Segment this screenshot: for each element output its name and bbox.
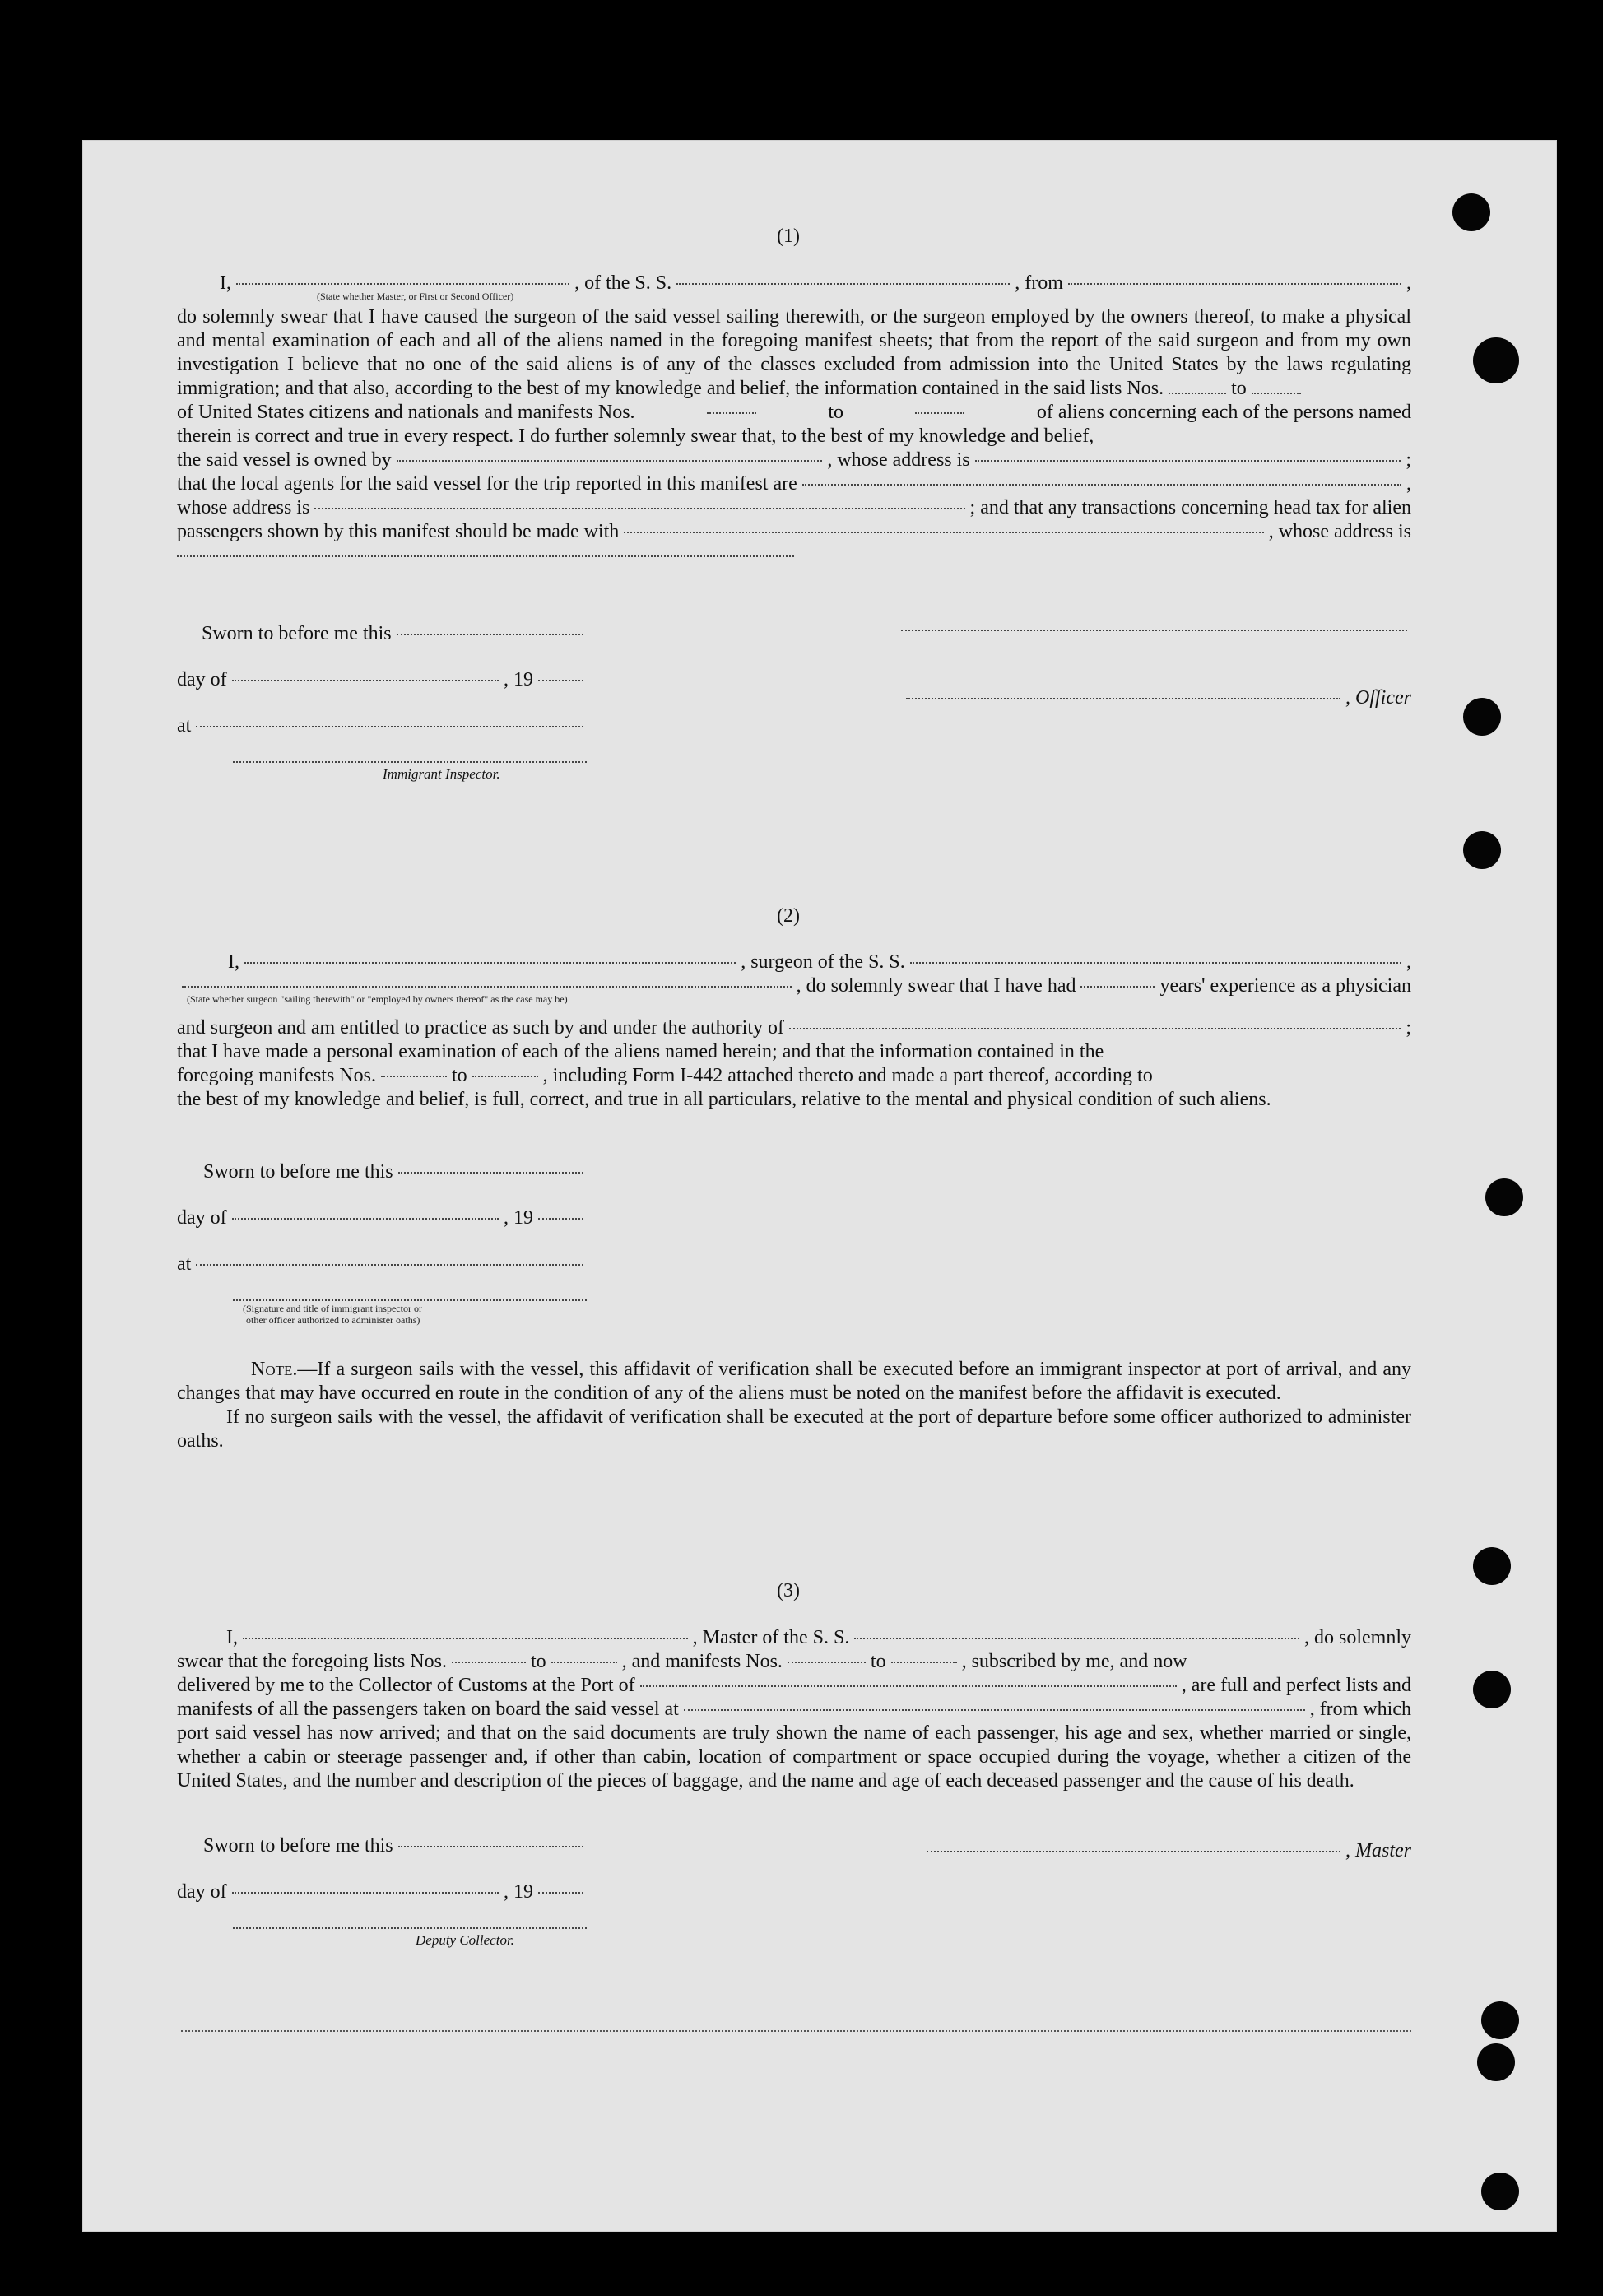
blank-head-tax-party <box>624 532 1263 533</box>
s1-agents <box>177 472 1411 496</box>
s3-solemnly: , do solemnly <box>1304 1627 1411 1648</box>
blank-surgeon-type <box>182 986 792 988</box>
blank-port <box>640 1685 1177 1687</box>
note-label: Note. <box>251 1359 298 1380</box>
s1-semicolon: ; <box>1406 449 1412 471</box>
s1-whose-address2: whose address is <box>177 497 310 518</box>
section-3-number: (3) <box>777 1580 800 1601</box>
s3-from-which: , from which <box>1309 1699 1411 1720</box>
blank-s2-place <box>196 1264 583 1266</box>
s3-manifests-all <box>177 1698 1411 1722</box>
s2-manifests <box>177 1064 1411 1088</box>
s1-day-of: day of <box>177 669 227 690</box>
section-1 <box>177 272 1411 557</box>
s2-note <box>177 1358 1411 1453</box>
s2-surgeon-of: , surgeon of the S. S. <box>741 951 905 973</box>
blank-surgeon-name <box>244 962 736 964</box>
blank-s2-to <box>472 1076 538 1077</box>
s1-agent-address <box>177 496 1411 520</box>
s1-sworn: Sworn to before me this <box>202 623 392 644</box>
officer-signature-line-1 <box>901 630 1407 631</box>
s3-collector-label: Deputy Collector. <box>416 1932 514 1948</box>
blank-s3-sworn <box>398 1846 583 1847</box>
section-2-number: (2) <box>777 905 800 927</box>
s1-at: at <box>177 715 192 737</box>
s1-of-ss: , of the S. S. <box>574 272 672 294</box>
s3-full: , are full and perfect lists and <box>1181 1675 1411 1696</box>
punch-hole <box>1473 1547 1511 1585</box>
s3-year: , 19 <box>504 1881 533 1903</box>
inspector-signature-line <box>233 761 587 763</box>
s1-to: to <box>1231 378 1247 399</box>
blank-s3-manifests-to <box>891 1662 957 1663</box>
collector-signature-line <box>233 1927 587 1929</box>
s1-agents-comma: , <box>1406 473 1411 495</box>
blank-manifest-from <box>707 412 756 414</box>
s2-authority <box>177 1016 1411 1040</box>
s2-signature-line <box>233 1299 587 1301</box>
s2-body1: that I have made a personal examination of each of the aliens named herein; and that the information contained in the <box>177 1041 1104 1062</box>
s1-citizens-a: of United States citizens and nationals and manifests Nos. <box>177 402 635 423</box>
s2-authority-text: and surgeon and am entitled to practice as such by and under the authority of <box>177 1017 784 1039</box>
s1-head-tax: ; and that any transactions concerning head tax for alien <box>969 497 1411 518</box>
blank-s2-vessel <box>910 962 1401 964</box>
s3-master-label: , Master <box>1345 1840 1411 1861</box>
section-1-number: (1) <box>777 225 800 247</box>
s1-body-text: do solemnly swear that I have caused the surgeon of the said vessel sailing therewith, or the surgeon employed by the owners thereof, to make a physical and mental examination of each and all of the aliens named in the foregoing manifest sheets; that from the report of the said surgeon and from my own investigation I believe that no one of the said aliens is of any of the classes excluded from admission into the United States by the laws regulating immigration; and that also, according to the best of my knowledge and belief, the information contained in the said lists Nos. <box>177 306 1411 399</box>
s2-comma: , <box>1406 951 1411 973</box>
punch-hole <box>1481 2173 1519 2210</box>
s3-manifests-all-text: manifests of all the passengers taken on board the said vessel at <box>177 1699 679 1720</box>
blank-s3-lists-from <box>452 1662 526 1663</box>
s3-master-block <box>922 1840 1411 1886</box>
s3-lists <box>177 1650 1411 1674</box>
s3-to2: to <box>870 1651 886 1672</box>
s1-whose-address3: , whose address is <box>1268 521 1411 542</box>
s1-owned <box>177 449 1411 472</box>
blank-lists-from <box>1169 393 1226 394</box>
blank-vessel <box>676 283 1010 285</box>
blank-year <box>538 680 583 681</box>
blank-s2-month <box>232 1218 499 1220</box>
s2-caption: (State whether surgeon "sailing therewith" or "employed by owners thereof" as the case may be) <box>187 993 568 1005</box>
blank-place <box>196 726 583 727</box>
s1-correct: therein is correct and true in every respect. I do further solemnly swear that, to the best of my knowledge and belief, <box>177 425 1094 447</box>
s1-owned-by: the said vessel is owned by <box>177 449 392 471</box>
s1-year: , 19 <box>504 669 533 690</box>
punch-hole <box>1485 1178 1523 1216</box>
punch-hole <box>1473 337 1519 383</box>
s1-citizens-c: of aliens concerning each of the persons named <box>1036 402 1411 423</box>
punch-hole <box>1477 2043 1515 2081</box>
s1-officer-label: , Officer <box>1345 687 1411 709</box>
s2-body2: the best of my knowledge and belief, is full, correct, and true in all particulars, relative to the mental and physical condition of such aliens. <box>177 1089 1271 1110</box>
punch-hole <box>1463 831 1501 869</box>
s1-passengers <box>177 520 1411 544</box>
s1-body <box>177 305 1411 401</box>
blank-agent-address <box>314 508 964 509</box>
blank-s3-manifests-from <box>788 1662 866 1663</box>
master-signature-line <box>927 1851 1340 1852</box>
s2-manifests-text: foregoing manifests Nos. <box>177 1065 376 1086</box>
s2-sworn-block <box>177 1161 588 1326</box>
blank-s3-lists-to <box>551 1662 617 1663</box>
blank-authority <box>789 1028 1401 1029</box>
s1-citizens-to: to <box>828 402 844 423</box>
s1-from: , from <box>1015 272 1063 294</box>
punch-hole <box>1481 2001 1519 2039</box>
s3-body: port said vessel has now arrived; and that on the said documents are truly shown the name of each passenger, his age and sex, whether married or single, whether a cabin or steerage passenger and, if other than cabin, location of compartment or space occupied during the voyage, whether a citizen of the United States, and the number and description of the pieces of baggage, and the name and age of each deceased passenger and the cause of his death. <box>177 1722 1411 1792</box>
s2-line1 <box>177 950 1411 974</box>
s1-local-agents: that the local agents for the said vessel for the trip reported in this manifest are <box>177 473 797 495</box>
blank-s2-sworn <box>398 1172 583 1174</box>
blank-s3-month <box>232 1892 499 1894</box>
s2-at: at <box>177 1253 192 1275</box>
s3-i: I, <box>226 1627 238 1648</box>
punch-hole <box>1463 698 1501 736</box>
s2-sworn: Sworn to before me this <box>203 1161 393 1183</box>
s3-sworn: Sworn to before me this <box>203 1835 393 1857</box>
blank-month <box>232 680 499 681</box>
blank-sworn-date <box>397 634 583 635</box>
s3-sworn-block <box>177 1835 588 1949</box>
s3-day-of: day of <box>177 1881 227 1903</box>
blank-owner <box>397 460 823 462</box>
s3-and-manifests: , and manifests Nos. <box>621 1651 783 1672</box>
blank-from <box>1068 283 1401 285</box>
s1-whose-address: , whose address is <box>827 449 970 471</box>
blank-lists-to <box>1252 393 1301 394</box>
s3-swear: swear that the foregoing lists Nos. <box>177 1651 447 1672</box>
section-2 <box>177 950 1411 1112</box>
s2-i: I, <box>228 951 239 973</box>
blank-owner-address <box>975 460 1401 462</box>
s1-passengers-text: passengers shown by this manifest should be made with <box>177 521 620 542</box>
s3-line1 <box>177 1626 1411 1650</box>
s2-semicolon: ; <box>1406 1017 1411 1039</box>
blank-head-tax-address <box>177 555 794 557</box>
punch-hole <box>1452 193 1490 231</box>
blank-years <box>1080 986 1155 988</box>
s3-subscribed: , subscribed by me, and now <box>961 1651 1187 1672</box>
s2-sig-caption2: other officer authorized to administer oaths) <box>246 1314 420 1326</box>
s1-sworn-block <box>177 623 588 783</box>
s2-day-of: day of <box>177 1207 227 1229</box>
blank-boarding-port <box>684 1709 1305 1711</box>
blank-manifest-to <box>915 412 964 414</box>
section-3 <box>177 1626 1411 1793</box>
note-2: If no surgeon sails with the vessel, the affidavit of verification shall be executed at the port of departure before some officer authorized to administer oaths. <box>177 1406 1411 1452</box>
s1-inspector-label: Immigrant Inspector. <box>383 766 500 782</box>
s2-swear: , do solemnly swear that I have had <box>796 975 1076 997</box>
blank-officer <box>236 283 569 285</box>
s1-comma: , <box>1406 272 1411 294</box>
s3-to1: to <box>530 1651 546 1672</box>
blank-master-name <box>243 1638 688 1639</box>
s1-caption: (State whether Master, or First or Second Officer) <box>317 290 514 302</box>
blank-s2-year <box>538 1218 583 1220</box>
s3-delivered <box>177 1674 1411 1698</box>
s1-citizens <box>177 401 1411 425</box>
blank-s2-from <box>381 1076 447 1077</box>
blank-s3-year <box>538 1892 583 1894</box>
note-text: —If a surgeon sails with the vessel, this affidavit of verification shall be executed before an immigrant inspector at port of arrival, and any changes that may have occurred en route in the condition of any of the aliens must be noted on the manifest before the affidavit is executed. <box>177 1359 1411 1404</box>
blank-s3-vessel <box>854 1638 1299 1639</box>
s2-form: , including Form I-442 attached thereto and made a part thereof, according to <box>542 1065 1153 1086</box>
bottom-rule <box>181 2030 1411 2032</box>
officer-signature-line-2 <box>906 698 1340 699</box>
s2-year: , 19 <box>504 1207 533 1229</box>
punch-hole <box>1473 1671 1511 1708</box>
s1-i: I, <box>220 272 231 294</box>
s1-officer-block <box>901 630 1411 733</box>
s3-master-of: , Master of the S. S. <box>692 1627 850 1648</box>
s3-delivered-text: delivered by me to the Collector of Customs at the Port of <box>177 1675 635 1696</box>
s2-to: to <box>451 1065 467 1086</box>
s2-experience: years' experience as a physician <box>1159 975 1411 997</box>
blank-agents <box>802 484 1401 486</box>
s2-sig-caption1: (Signature and title of immigrant inspector or <box>243 1303 422 1314</box>
